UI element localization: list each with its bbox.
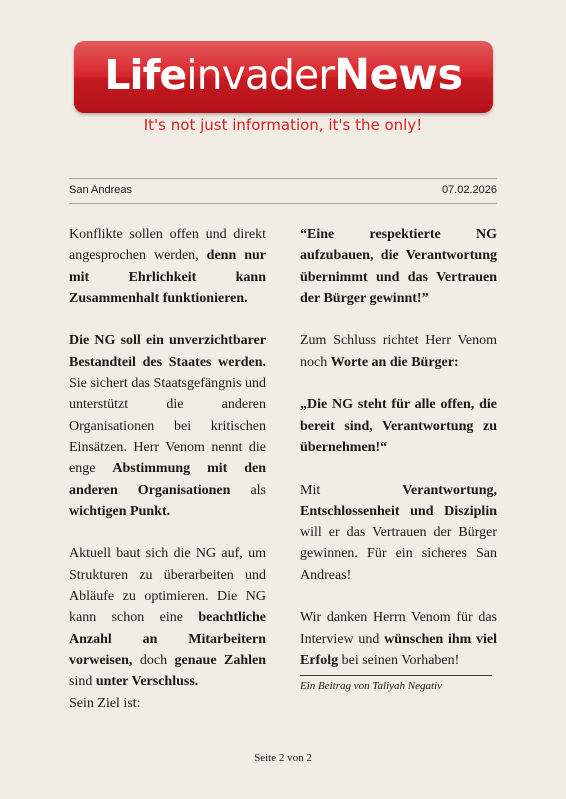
- lifeinvader-news-logo: [74, 41, 493, 113]
- bold-run: denn nur mit Ehrlichkeit kann Zusammenhalt funktionieren.: [69, 248, 267, 306]
- text-run: Mit: [300, 482, 403, 498]
- logo-text-life: Life: [104, 51, 187, 99]
- page-number: Seite 2 von 2: [254, 752, 312, 764]
- bold-run: Worte an die Bürger:: [330, 354, 459, 370]
- bold-run: Verantwortung, Entschlossenheit und Disziplin: [300, 482, 497, 519]
- text-run: Sie sichert das Staatsgefängnis und unterstützt die anderen Organisationen bei kritischen Einsätzen. Herr Venom nennt die enge: [69, 376, 266, 477]
- paragraph-goal-intro: Sein Ziel ist:: [69, 695, 141, 711]
- paragraph-values: [300, 480, 497, 586]
- author-signature: Ein Beitrag von Taliyah Negativ: [300, 680, 442, 692]
- paragraph-thanks: [300, 607, 497, 671]
- bold-run: “Eine respektierte NG aufzubauen, die Verantwortung übernimmt und das Vertrauen der Bürger gewinnt!”: [300, 227, 497, 306]
- paragraph-closing-words: [300, 330, 497, 373]
- text-run: Aktuell baut sich die NG auf, um Strukturen zu überarbeiten und Abläufe zu optimieren. Die NG kann schon eine: [69, 546, 266, 626]
- bold-run: „Die NG steht für alle offen, die bereit sind, Verantwortung zu übernehmen!“: [300, 397, 497, 455]
- bold-run: beachtliche Anzahl an Mitarbeitern vorweisen,: [69, 610, 266, 668]
- paragraph-conflicts: [69, 224, 266, 309]
- signature-line: [300, 675, 492, 676]
- text-run: Konflikte sollen offen und direkt angesprochen werden,: [69, 227, 266, 264]
- quote-open-to-all: [300, 394, 497, 458]
- text-run: doch: [132, 652, 175, 668]
- paragraph-build-up: [69, 543, 266, 692]
- text-run: Wir danken Herrn Venom für das Interview und: [300, 610, 497, 647]
- header-bottom-rule: [69, 203, 497, 204]
- paragraph-ng-role: [69, 330, 266, 522]
- header-place: San Andreas: [69, 184, 132, 196]
- bold-run: Abstimmung mit den anderen Organisationen: [69, 461, 266, 498]
- bold-run: unter Verschluss.: [95, 674, 199, 690]
- bold-run: wünschen ihm viel Erfolg: [300, 631, 497, 668]
- logo-text-invader: invader: [186, 51, 335, 99]
- text-run: will er das Vertrauen der Bürger gewinnen. Für ein sicheres San Andreas!: [300, 525, 497, 583]
- header-top-rule: [69, 178, 497, 179]
- bold-run: wichtigen Punkt.: [69, 503, 171, 519]
- text-run: Zum Schluss richtet Herr Venom noch: [300, 333, 497, 370]
- text-run: sind: [69, 674, 96, 690]
- logo-text-news: News: [334, 50, 463, 100]
- article-right-column: [300, 224, 497, 693]
- article-left-column: [69, 224, 266, 714]
- masthead-slogan: It's not just information, it's the only!: [143, 116, 423, 134]
- bold-run: Die NG soll ein unverzichtbarer Bestandteil des Staates werden.: [69, 333, 266, 370]
- quote-goal: [300, 224, 497, 309]
- text-run: bei seinen Vorhaben!: [338, 652, 460, 668]
- bold-run: genaue Zahlen: [174, 652, 267, 668]
- text-run: als: [230, 482, 266, 498]
- header-date: 07.02.2026: [441, 184, 497, 196]
